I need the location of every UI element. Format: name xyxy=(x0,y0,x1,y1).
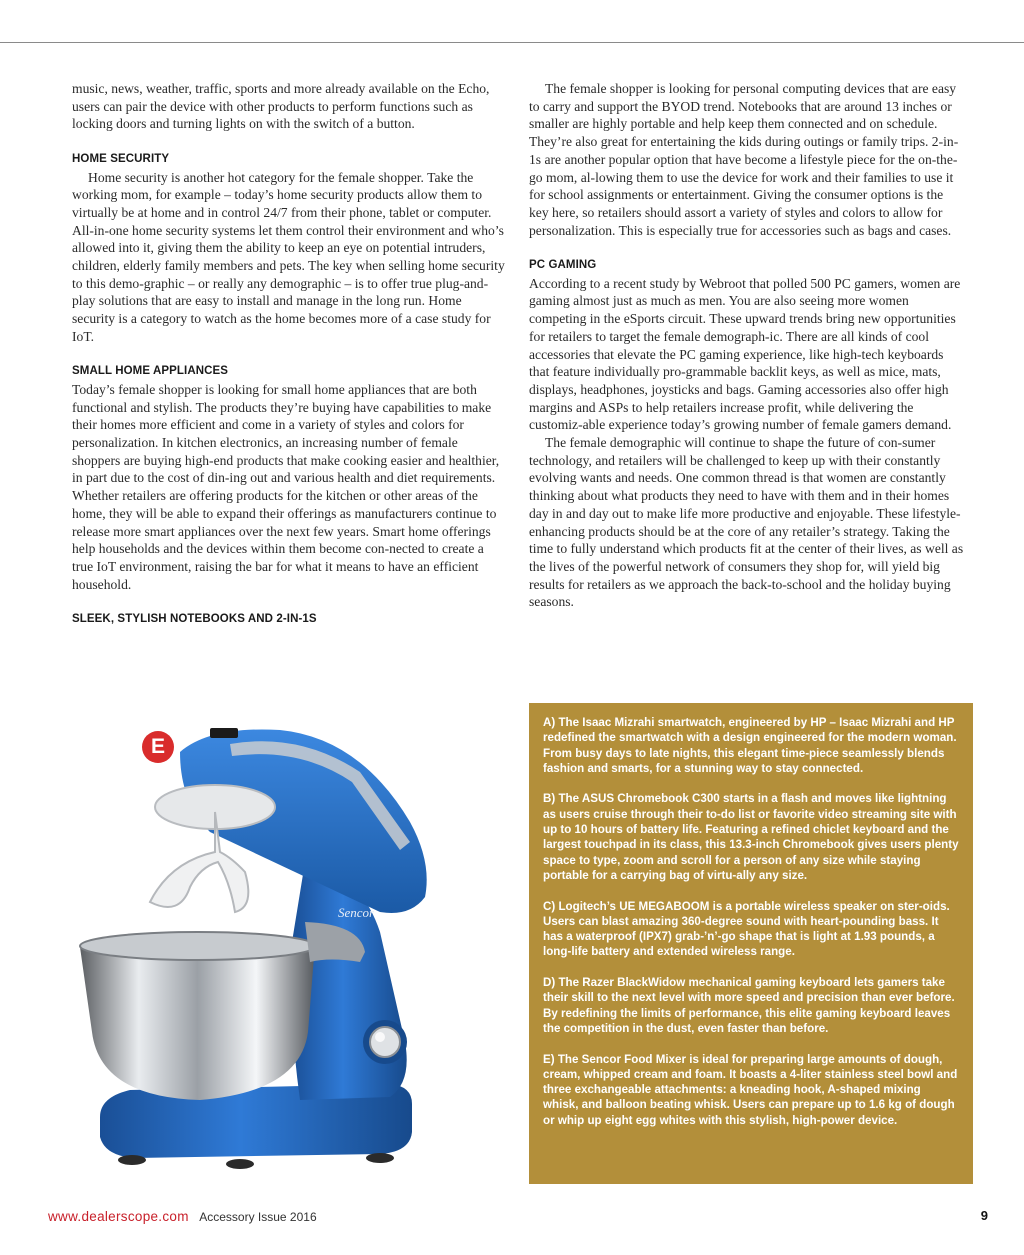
right-column xyxy=(529,80,965,611)
home-security-paragraph: Home security is another hot category for the female shopper. Take the working mom, for example – today’s home security products allow them to virtually be at home and in control 24/7 from their phone, tablet or computer. All-in-one home security systems let them control their environment and who’s allowed into it, giving them the ability to keep an eye on potential intruders, children, elderly family members and pets. The key when selling home security to this demo-graphic – or really any demographic – is to offer true plug-and-play solutions that are easy to install and manage in the long run. Home security is a category to watch as the home becomes more of a case study for IoT. xyxy=(72,169,505,344)
notebooks-paragraph: The female shopper is looking for personal computing devices that are easy to carry and support the BYOD trend. Notebooks that are around 13 inches or smaller are highly portable and help keep them connected and on schedule. They’re also great for entertaining the kids during outings or family trips. 2-in-1s are another popular option that have become a lifestyle piece for the on-the-go mom, al-lowing them to use the device for work and their families to use it for school assignments or entertainment. Giving the consumer options is the key here, so retailers should assort a variety of styles and colors to allow for personalization. This is especially true for accessories such as bags and cases. xyxy=(529,81,959,238)
footer-issue: Accessory Issue 2016 xyxy=(199,1210,317,1224)
footer-website-link[interactable]: www.dealerscope.com xyxy=(48,1209,189,1224)
top-rule xyxy=(0,42,1024,43)
caption-e: E) The Sencor Food Mixer is ideal for preparing large amounts of dough, cream, whipped cream and foam. It boasts a 4-liter stainless steel bowl and three exchangeable attachments: a kneading hook, A-shaped mixing whisk, and balloon beating whisk. Users can prepare up to 1.6 kg of dough or whip up eight egg whites with this stylish, high-power device. xyxy=(543,1052,958,1127)
heading-pc-gaming: PC GAMING xyxy=(529,259,597,272)
intro-paragraph: music, news, weather, traffic, sports and more already available on the Echo, users can pair the device with other products to perform functions such as locking doors and turning lights on with the switch of a button. xyxy=(72,81,490,132)
heading-small-home-appliances: SMALL HOME APPLIANCES xyxy=(72,365,229,378)
heading-notebooks: SLEEK, STYLISH NOTEBOOKS AND 2-IN-1S xyxy=(72,613,317,626)
page-footer xyxy=(48,1208,988,1228)
caption-c: C) Logitech’s UE MEGABOOM is a portable wireless speaker on ster-oids. Users can blast amazing 360-degree sound with heart-pounding bass. It has a waterproof (IPX7) grab-’n’-go shape that is light at 1.93 pounds, a long-life battery and extended wireless range. xyxy=(543,899,950,959)
appliances-paragraph: Today’s female shopper is looking for small home appliances that are both functional and stylish. The products they’re buying have capabilities to make their homes more efficient and come in a variety of styles and colors for personalization. In kitchen electronics, an increasing number of female shoppers are buying high-end products that make cooking easier and healthier, in part due to the cost of din-ing out and various health and diet requirements. Whether retailers are offering products for the kitchen or other areas of the home, they will be able to expand their offerings as manufacturers continue to release more smart appliances over the next few years. Smart home offerings help households and the devices within them become con-nected to create a true IoT environment, raising the bar for what it means to have an efficient household. xyxy=(72,381,500,592)
caption-d: D) The Razer BlackWidow mechanical gaming keyboard lets gamers take their skill to the next level with more speed and precision than ever before. By redefining the limits of performance, this elite gaming keyboard leaves the competition in the dust, even faster than before. xyxy=(543,976,955,1035)
mixer-brand-label: Sencor xyxy=(338,905,375,920)
photo-label-badge: E xyxy=(142,731,174,763)
food-mixer-photo xyxy=(60,712,480,1182)
caption-b: B) The ASUS Chromebook C300 starts in a flash and moves like lightning as users cruise through their to-do list or favorite video streaming site with up to 10 hours of battery life. Featuring a refined chiclet keyboard and the largest touchpad in its class, this 13.3-inch Chromebook gives users plenty space to type, zoom and scroll for a person of any size while staying portable for a carrying bag of virtu-ally any size. xyxy=(543,792,959,882)
left-column xyxy=(72,80,508,629)
page-number: 9 xyxy=(980,1208,988,1223)
caption-a: A) The Isaac Mizrahi smartwatch, engineered by HP – Isaac Mizrahi and HP redefined the smartwatch with a design engineered for the modern woman. From busy days to late nights, this elegant time-piece seamlessly blends fashion and smarts, for a stunning way to stay connected. xyxy=(543,716,957,775)
caption-box xyxy=(529,703,973,1184)
gaming-paragraph: According to a recent study by Webroot that polled 500 PC gamers, women are gaming almost just as much as men. You are also seeing more women competing in the eSports circuit. These upward trends bring new opportunities for retailers to target the female demograph-ic. There are all kinds of cool accessories that elevate the PC gaming experience, like high-tech keyboards that feature individually pro-grammable backlit keys, as well as mice, mats, displays, headphones, joysticks and bags. Gaming accessories also offer high margins and ASPs to help retailers increase profit, while delivering the customiz-able experience today’s growing number of female gamers demand. xyxy=(529,275,961,433)
heading-home-security: HOME SECURITY xyxy=(72,152,170,165)
closing-paragraph: The female demographic will continue to shape the future of con-sumer technology, and retailers will be challenged to keep up with their constantly evolving wants and needs. One common thread is that women are constantly thinking about what products they need to have with them and in their homes day in and day out to make life more productive and enjoyable. These lifestyle-enhancing products should be at the core of any retailer’s strategy. Taking the time to fully understand which products fit at the center of their lives, as well as the lives of the powerful network of consumers they shop for, will yield big results for retailers as we approach the back-to-school and the holiday buying seasons. xyxy=(529,435,964,610)
